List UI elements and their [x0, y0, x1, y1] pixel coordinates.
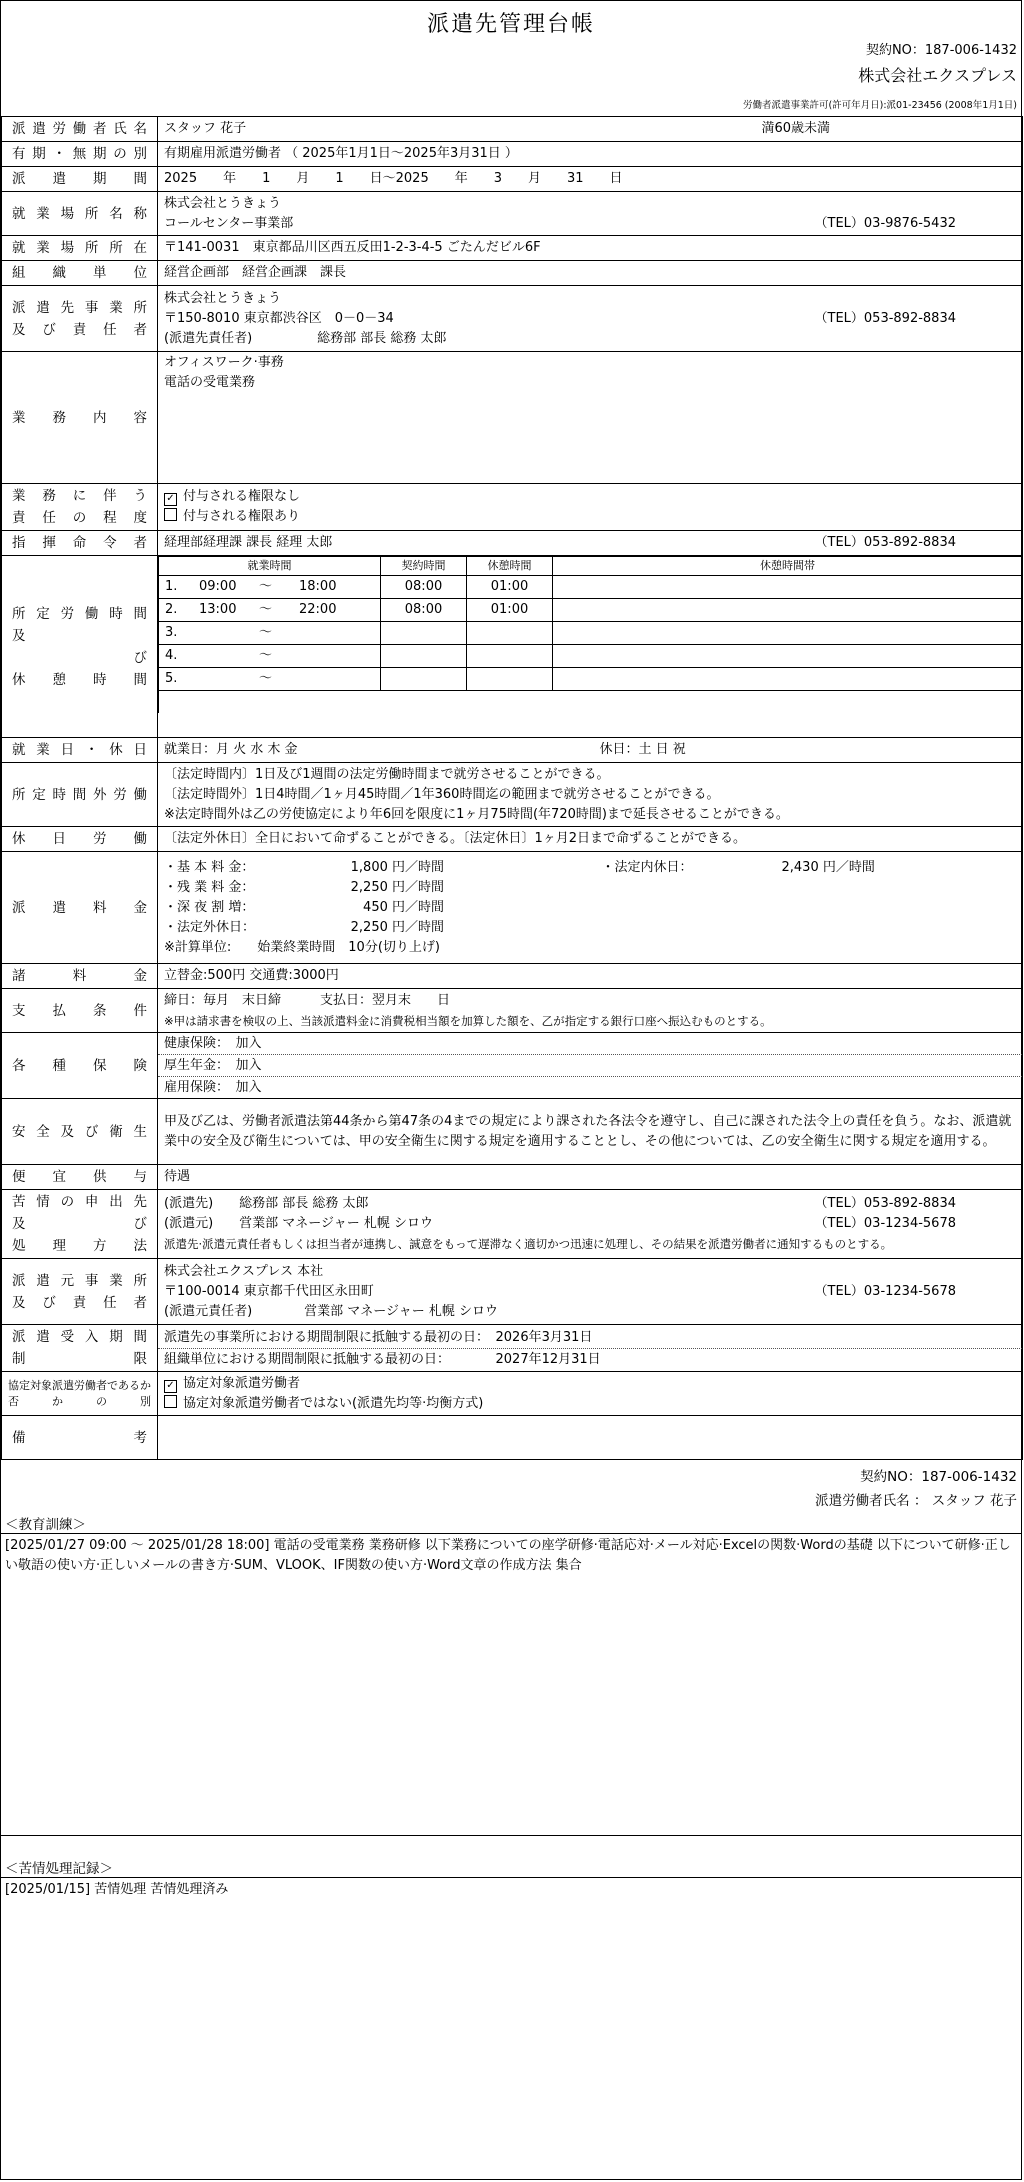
- complaint-procedure: 派遣先·派遣元責任者もしくは担当者が連携し、誠意をもって遅滞なく適切かつ迅速に処理し、その結果を派遣労働者に通知するものとする。: [164, 1237, 893, 1251]
- fee-holiday-out-value: 2,250 円／時間: [350, 919, 444, 935]
- hours-row: 1. 09:00 〜 18:00 08:00 01:00: [159, 576, 1023, 599]
- limit-org-unit: 組織単位における期間制限に抵触する最初の日： 2027年12月31日: [164, 1351, 601, 1367]
- label-payment: 支払条件: [2, 989, 158, 1033]
- label-duties: 業務内容: [2, 352, 158, 484]
- hours-row: 2. 13:00 〜 22:00 08:00 01:00: [159, 599, 1023, 622]
- dispatcher-address: 〒100-0014 東京都千代田区永田町: [164, 1283, 374, 1299]
- training-heading: ＜教育訓練＞: [5, 1517, 86, 1533]
- row-org: [2, 261, 1023, 286]
- period-value: 2025 年 1 月 1 日〜2025 年 3 月 31 日: [158, 167, 1023, 192]
- label-holiday-work: 休日労働: [2, 827, 158, 852]
- label-client-1: 派遣先事業所: [12, 299, 147, 316]
- workdays-value: 就業日：月 火 水 木 金: [164, 742, 298, 757]
- fee-basic-value: 1,800 円／時間: [350, 859, 444, 875]
- label-hours-1: 所定労働時間: [12, 605, 147, 622]
- target-option-1: 協定対象派遣労働者: [183, 1375, 301, 1391]
- label-misc-fee: 諸料金: [2, 964, 158, 989]
- fee-basic-label: ・基 本 料 金：: [164, 859, 255, 875]
- welfare-value: 待遇: [158, 1165, 1023, 1190]
- row-overtime: [2, 763, 1023, 827]
- workplace-dept: コールセンター事業部: [164, 215, 294, 231]
- hours-row: 3. 〜: [159, 622, 1023, 645]
- label-complaint-2: 及び: [12, 1216, 147, 1232]
- label-dispatcher-1: 派遣元事業所: [12, 1272, 147, 1289]
- training-text: [2025/01/27 09:00 〜 2025/01/28 18:00] 電話の受電業務 業務研修 以下業務についての座学研修·電話応対·メール対応·Excelの関数·Wordの基礎 以下について研修·正しい敬語の使い方·正しいメールの書き方·SUM、VLOOK、IF関数の使い方·Word文章の作成方法 集合: [1, 1533, 1021, 1836]
- fee-overtime-label: ・残 業 料 金：: [164, 879, 255, 895]
- label-overtime: 所定時間外労働: [2, 763, 158, 827]
- label-resp-2: 責任の程度: [12, 510, 147, 526]
- label-limit-1: 派遣受入期間: [12, 1329, 147, 1345]
- limit-office: 派遣先の事業所における期間制限に抵触する最初の日： 2026年3月31日: [158, 1327, 1022, 1349]
- complaint-client-tel: （TEL）053-892-8834: [814, 1196, 956, 1211]
- safety-value: 甲及び乙は、労働者派遣法第44条から第47条の4までの規定により課された各法令を遵守し、自己に課された法令上の責任を負う。なお、派遣就業中の安全及び衛生については、甲の安全衛生に関する規定を適用することとし、その他については、乙の安全衛生に関する規定を適用する。: [158, 1099, 1023, 1165]
- label-worker: 派遣労働者氏名: [2, 117, 158, 142]
- label-limit-2: 制限: [12, 1351, 147, 1367]
- label-safety: 安全及び衛生: [2, 1099, 158, 1165]
- row-period: [2, 167, 1023, 192]
- row-term-type: [2, 142, 1023, 167]
- label-period: 派遣期間: [2, 167, 158, 192]
- label-resp-1: 業務に伴う: [12, 488, 147, 504]
- workplace-tel: （TEL）03-9876-5432: [814, 215, 956, 231]
- row-welfare: [2, 1165, 1023, 1190]
- row-client: [2, 286, 1023, 352]
- dispatcher-company: 株式会社エクスプレス 本社: [164, 1263, 324, 1279]
- hours-row: 5. 〜: [159, 668, 1023, 691]
- contract-number: 契約NO：187-006-1432: [865, 43, 1017, 58]
- complaint-dispatcher-tel: （TEL）03-1234-5678: [814, 1216, 956, 1231]
- remarks-value: [158, 1416, 1023, 1460]
- complaint-client: (派遣先) 総務部 部長 総務 太郎: [164, 1196, 369, 1211]
- label-fee: 派遣料金: [2, 852, 158, 964]
- ledger-table: [1, 116, 1023, 1460]
- row-workplace: [2, 192, 1023, 236]
- row-address: [2, 236, 1023, 261]
- worker-age: 満60歳未満: [761, 121, 831, 136]
- insurance-pension: 厚生年金： 加入: [158, 1055, 1022, 1077]
- row-insurance: [2, 1033, 1023, 1099]
- fee-note: ※計算単位: 始業終業時間 10分(切り上げ): [164, 939, 440, 955]
- checkbox-icon[interactable]: [164, 1395, 177, 1408]
- label-dispatcher-2: 及び責任者: [12, 1294, 147, 1311]
- hours-header-work: 就業時間: [159, 557, 381, 576]
- footer-contract-number: 契約NO：187-006-1432: [860, 1469, 1017, 1485]
- label-address: 就業場所所在: [2, 236, 158, 261]
- page-title: 派遣先管理台帳: [426, 12, 595, 37]
- complaint-log-heading: ＜苦情処理記録＞: [5, 1861, 113, 1877]
- duties-line-2: 電話の受電業務: [164, 375, 256, 390]
- payment-line-2: ※甲は請求書を検収の上、当該派遣料金に消費税相当額を加算した額を、乙が指定する銀行口座へ振込むものとする。: [164, 1013, 772, 1028]
- misc-fee-value: 立替金:500円 交通費:3000円: [158, 964, 1023, 989]
- label-hours-3: び: [133, 649, 147, 666]
- label-workdays: 就業日・休日: [2, 738, 158, 763]
- row-duties: [2, 352, 1023, 484]
- fee-holiday-in-value: 2,430 円／時間: [781, 859, 875, 875]
- insurance-employment: 雇用保険： 加入: [164, 1080, 262, 1095]
- overtime-line-3: ※法定時間外は乙の労使協定により年6回を限度に1ヶ月75時間(年720時間)まで延長させることができる。: [164, 806, 789, 822]
- org-value: 経営企画部 経営企画課 課長: [158, 261, 1023, 286]
- label-welfare: 便宜供与: [2, 1165, 158, 1190]
- checkbox-icon-checked[interactable]: ✓: [164, 1380, 177, 1393]
- label-complaint-1: 苦情の申出先: [12, 1194, 147, 1210]
- label-hours-2: 及: [12, 627, 26, 644]
- row-workdays: [2, 738, 1023, 763]
- row-holiday-work: [2, 827, 1023, 852]
- label-client-2: 及び責任者: [12, 321, 147, 338]
- worker-name: スタッフ 花子: [164, 121, 247, 136]
- client-tel: （TEL）053-892-8834: [814, 310, 956, 326]
- checkbox-icon[interactable]: [164, 508, 177, 521]
- row-payment: [2, 989, 1023, 1033]
- hours-header-contract: 契約時間: [381, 557, 467, 576]
- client-company: 株式会社とうきょう: [164, 290, 282, 306]
- checkbox-icon-checked[interactable]: ✓: [164, 493, 177, 506]
- commander-value: 経理部経理課 課長 経理 太郎: [164, 535, 333, 550]
- label-commander: 指揮命令者: [2, 531, 158, 556]
- hours-table: [158, 556, 1022, 713]
- fee-holiday-out-label: ・法定外休日：: [164, 919, 256, 935]
- fee-holiday-in-label: ・法定内休日：: [601, 859, 693, 875]
- footer-worker-name: 派遣労働者氏名 ： スタッフ 花子: [815, 1493, 1017, 1509]
- complaint-log-text: [2025/01/15] 苦情処理 苦情処理済み: [1, 1877, 1021, 2180]
- label-complaint-3: 処理方法: [12, 1238, 147, 1254]
- label-term-type: 有期・無期の別: [2, 142, 158, 167]
- fee-overtime-value: 2,250 円／時間: [350, 879, 444, 895]
- row-limit: [2, 1325, 1023, 1372]
- row-commander: [2, 531, 1023, 556]
- row-remarks: [2, 1416, 1023, 1460]
- hours-row: 4. 〜: [159, 645, 1023, 668]
- workplace-company: 株式会社とうきょう: [164, 195, 282, 211]
- row-complaint: [2, 1190, 1023, 1259]
- row-misc-fee: [2, 964, 1023, 989]
- duties-line-1: オフィスワーク·事務: [164, 355, 284, 370]
- dispatcher-manager: (派遣元責任者) 営業部 マネージャー 札幌 シロウ: [164, 1303, 499, 1319]
- row-responsibility: [2, 484, 1023, 531]
- label-org: 組織単位: [2, 261, 158, 286]
- row-safety: [2, 1099, 1023, 1165]
- label-workplace: 就業場所名称: [2, 192, 158, 236]
- row-fee: [2, 852, 1023, 964]
- client-manager: (派遣先責任者) 総務部 部長 総務 太郎: [164, 330, 447, 346]
- holiday-work-value: 〔法定外休日〕全日において命ずることができる。〔法定休日〕1ヶ月2日まで命ずることができる。: [158, 827, 1023, 852]
- fee-night-label: ・深 夜 割 増：: [164, 899, 255, 915]
- dispatcher-tel: （TEL）03-1234-5678: [814, 1283, 956, 1299]
- row-target: [2, 1372, 1023, 1416]
- holidays-value: 休日：土 日 祝: [599, 742, 686, 757]
- complaint-dispatcher: (派遣元) 営業部 マネージャー 札幌 シロウ: [164, 1216, 434, 1231]
- label-target: 協定対象派遣労働者であるか否かの別: [2, 1372, 158, 1416]
- row-hours: [2, 556, 1023, 738]
- resp-option-1: 付与される権限なし: [183, 489, 301, 504]
- company-name: 株式会社エクスプレス: [858, 66, 1017, 85]
- hours-header-break: 休憩時間: [467, 557, 553, 576]
- term-type-value: 有期雇用派遣労働者 （ 2025年1月1日〜2025年3月31日 ）: [158, 142, 1023, 167]
- label-insurance: 各種保険: [2, 1033, 158, 1099]
- row-dispatcher: [2, 1259, 1023, 1325]
- overtime-line-1: 〔法定時間内〕1日及び1週間の法定労働時間まで就労させることができる。: [164, 766, 610, 782]
- row-worker: [2, 117, 1023, 142]
- license-info: 労働者派遣事業許可(許可年月日):派01-23456 (2008年1月1日): [742, 100, 1017, 111]
- address-value: 〒141-0031 東京都品川区西五反田1-2-3-4-5 ごたんだビル6F: [158, 236, 1023, 261]
- label-remarks: 備考: [2, 1416, 158, 1460]
- target-option-2: 協定対象派遣労働者ではない(派遣先均等·均衡方式): [183, 1395, 484, 1411]
- payment-line-1: 締日：毎月 末日締 支払日：翌月末 日: [164, 992, 451, 1008]
- overtime-line-2: 〔法定時間外〕1日4時間／1ヶ月45時間／1年360時間迄の範囲まで就労させることができる。: [164, 786, 720, 802]
- label-hours-4: 休憩時間: [12, 671, 147, 688]
- insurance-health: 健康保険： 加入: [158, 1033, 1022, 1055]
- commander-tel: （TEL）053-892-8834: [814, 535, 956, 550]
- hours-header-breakband: 休憩時間帯: [553, 557, 1023, 576]
- client-address: 〒150-8010 東京都渋谷区 0－0－34: [164, 310, 394, 326]
- resp-option-2: 付与される権限あり: [183, 509, 301, 524]
- fee-night-value: 450 円／時間: [363, 899, 444, 915]
